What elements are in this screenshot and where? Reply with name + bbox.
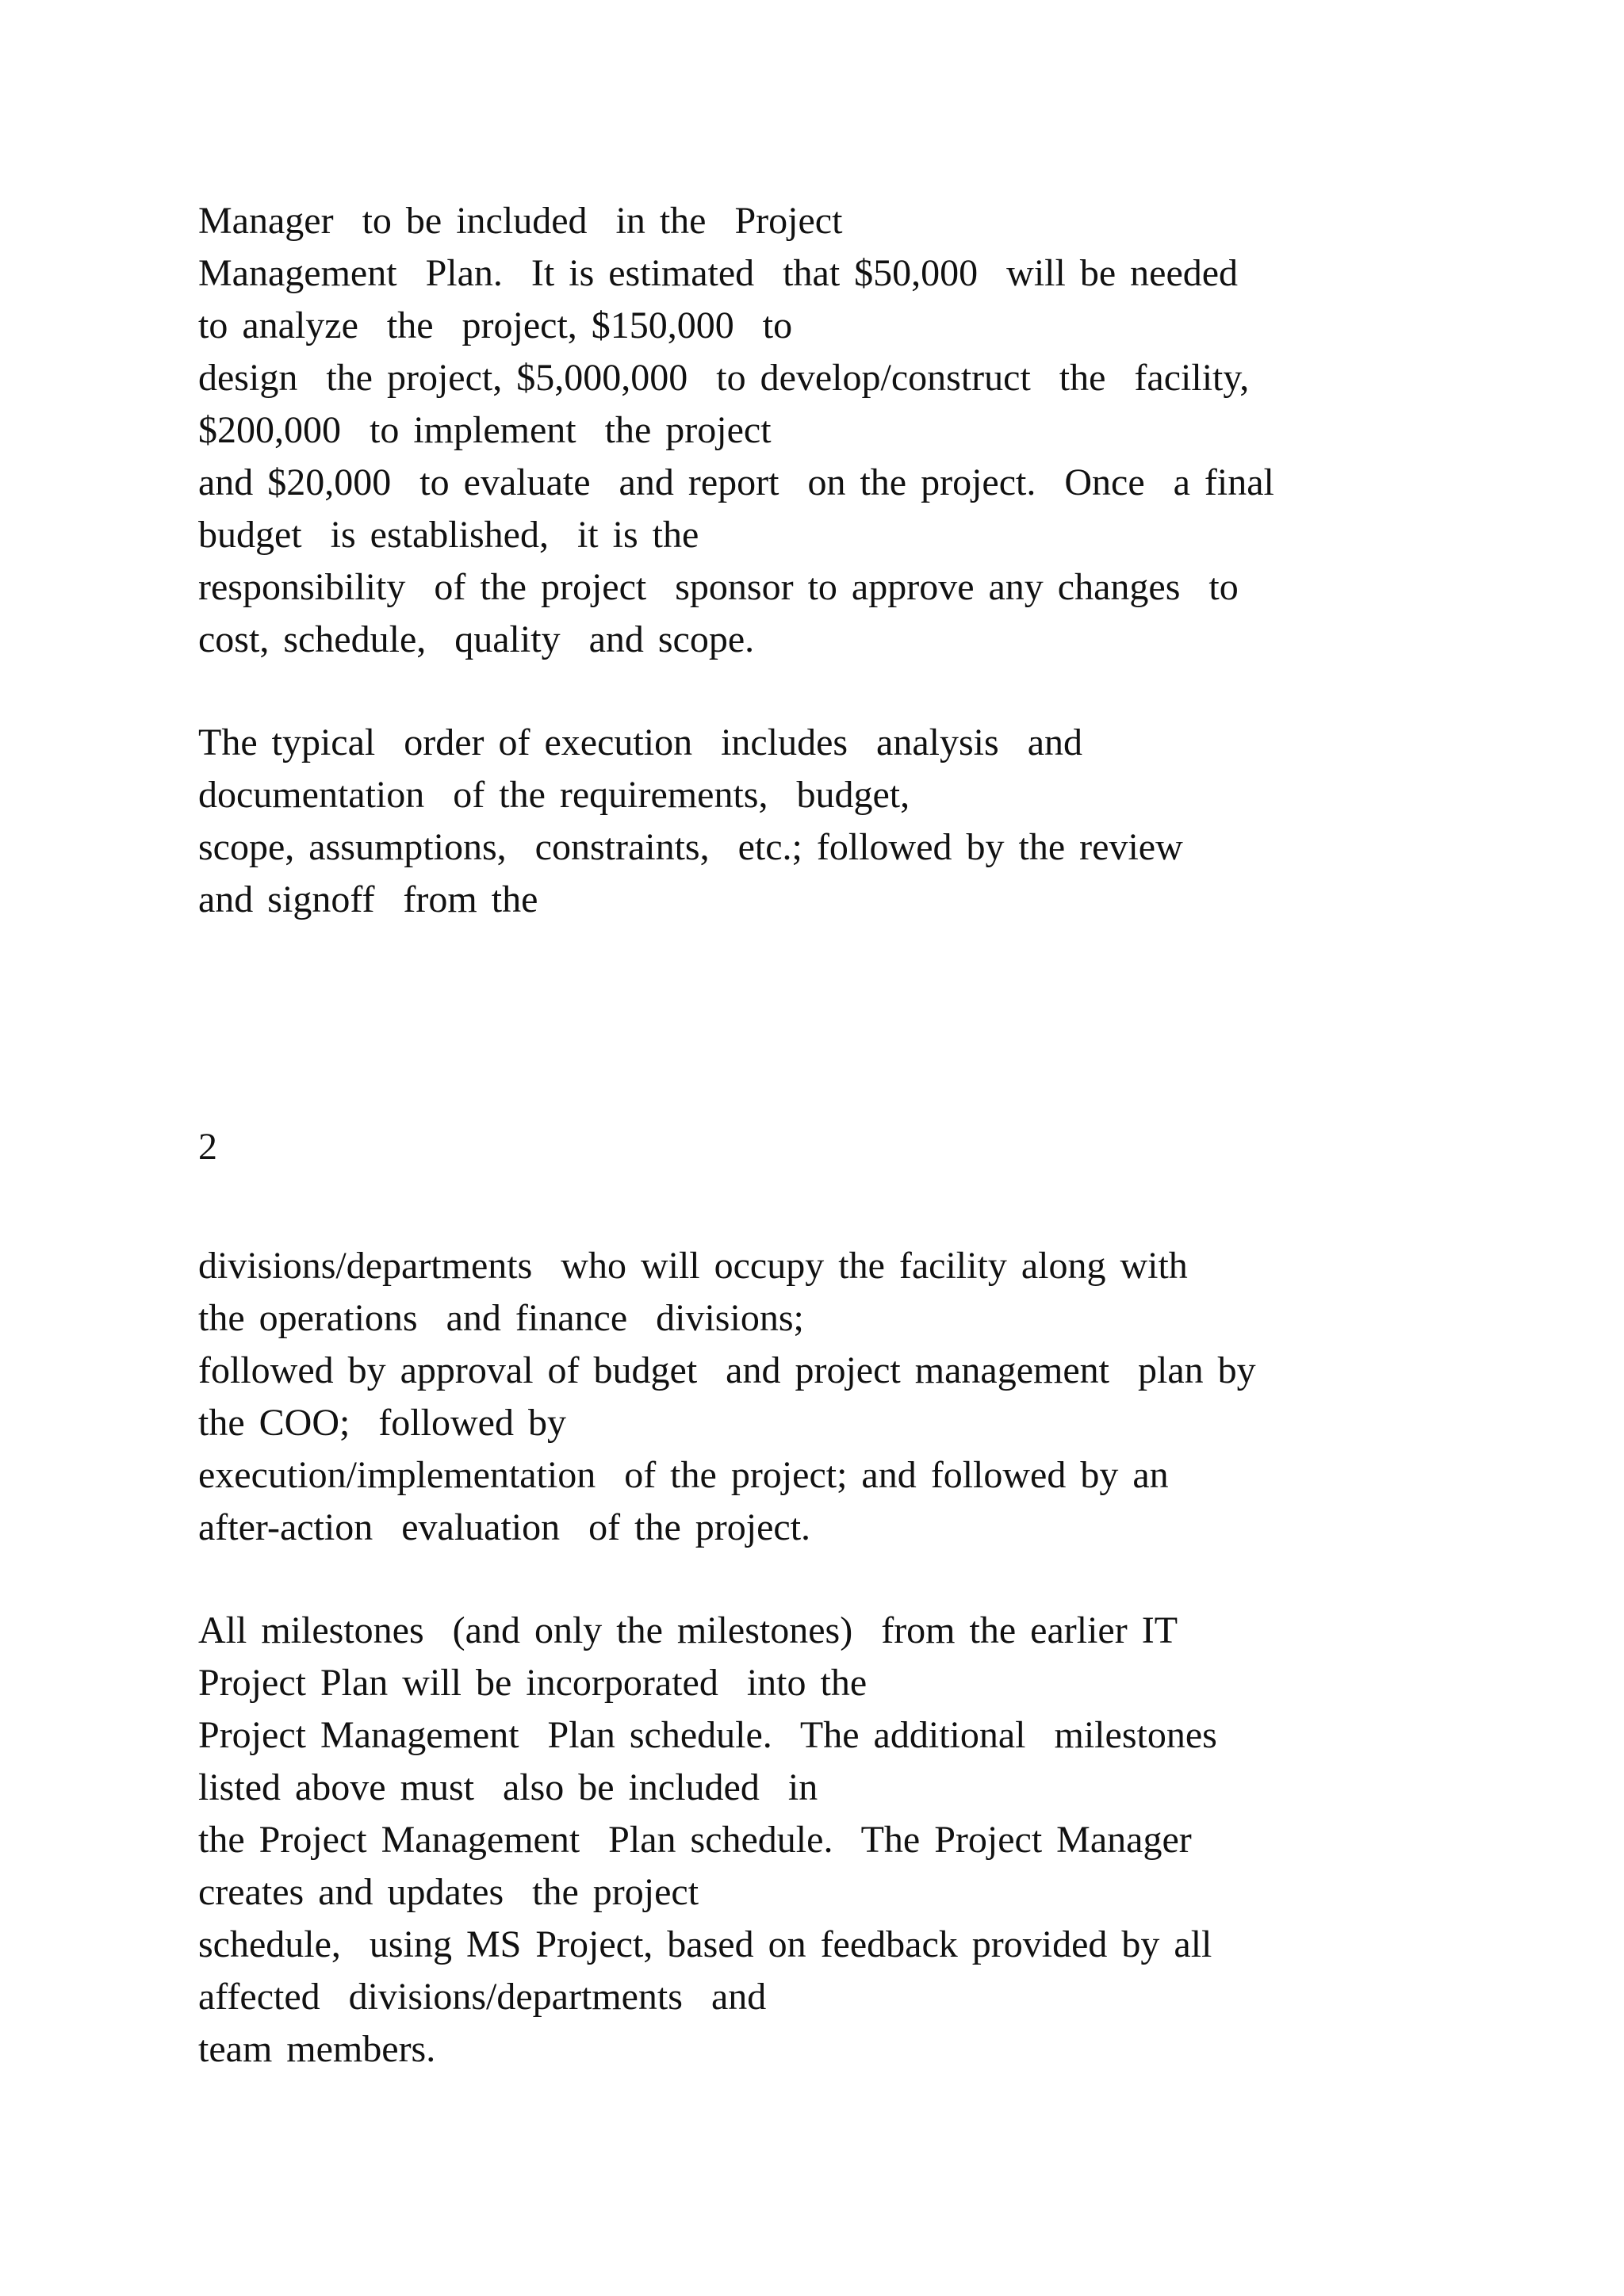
text-line: execution/implementation of the project; and followed by an: [198, 1454, 1169, 1496]
text-line: cost, schedule, quality and scope.: [198, 618, 755, 660]
paragraph-milestones: [198, 1605, 1594, 2076]
text-line: to analyze the project, $150,000 to: [198, 304, 793, 346]
text-line: Project Management Plan schedule. The additional milestones: [198, 1714, 1217, 1756]
text-line: responsibility of the project sponsor to approve any changes to: [198, 566, 1239, 608]
text-line: documentation of the requirements, budget,: [198, 774, 910, 816]
page-number: 2: [198, 1126, 217, 1168]
text-line: Manager to be included in the Project: [198, 200, 843, 242]
text-line: scope, assumptions, constraints, etc.; followed by the review: [198, 826, 1183, 868]
text-line: $200,000 to implement the project: [198, 409, 772, 451]
text-line: The typical order of execution includes analysis and: [198, 721, 1082, 763]
text-line: the Project Management Plan schedule. The Project Manager: [198, 1819, 1192, 1861]
paragraph-approval-sequence: [198, 1240, 1594, 1554]
text-line: affected divisions/departments and: [198, 1976, 767, 2018]
text-line: the operations and finance divisions;: [198, 1297, 804, 1339]
text-line: All milestones (and only the milestones) from the earlier IT: [198, 1609, 1178, 1651]
text-line: schedule, using MS Project, based on feedback provided by all: [198, 1923, 1212, 1965]
paragraph-budget: [198, 195, 1594, 666]
text-line: after-action evaluation of the project.: [198, 1506, 811, 1548]
text-line: divisions/departments who will occupy the facility along with: [198, 1245, 1188, 1287]
text-line: design the project, $5,000,000 to develop/construct the facility,: [198, 357, 1250, 399]
text-line: Management Plan. It is estimated that $50,000 will be needed: [198, 252, 1239, 294]
text-line: and signoff from the: [198, 878, 538, 920]
text-line: listed above must also be included in: [198, 1766, 818, 1808]
paragraph-order-of-execution: [198, 717, 1594, 926]
text-line: followed by approval of budget and project management plan by: [198, 1349, 1256, 1391]
text-line: the COO; followed by: [198, 1402, 566, 1444]
text-line: and $20,000 to evaluate and report on the project. Once a final: [198, 461, 1274, 503]
text-line: Project Plan will be incorporated into the: [198, 1662, 868, 1704]
text-line: budget is established, it is the: [198, 514, 699, 556]
text-line: team members.: [198, 2028, 436, 2070]
text-line: creates and updates the project: [198, 1871, 699, 1913]
